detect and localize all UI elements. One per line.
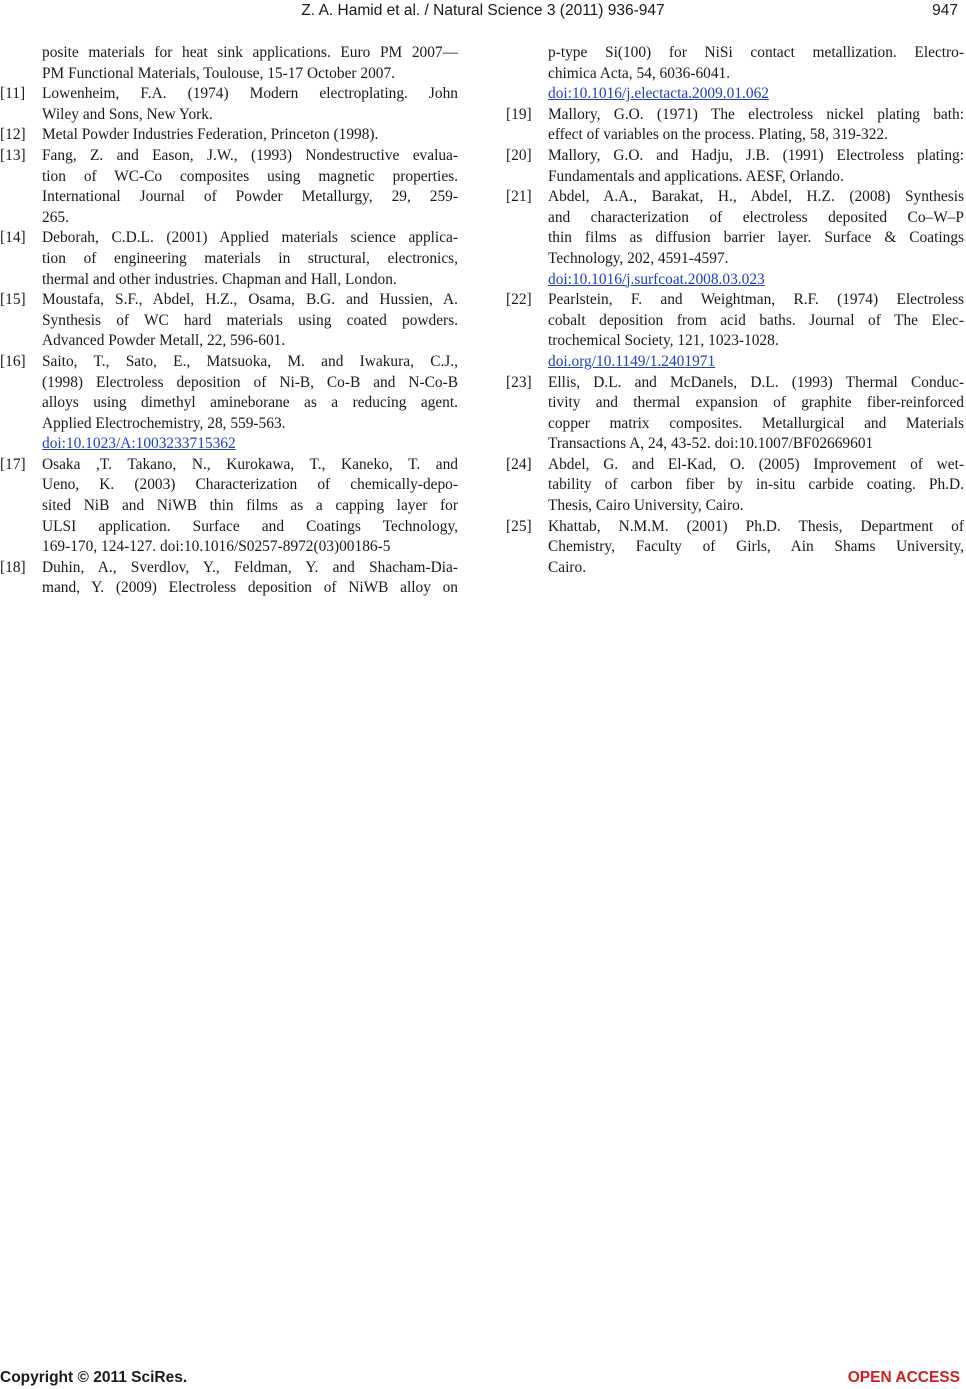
reference-number: [11]: [0, 85, 26, 103]
reference-12: [0, 125, 458, 146]
reference-20: [506, 146, 964, 187]
reference-14: [0, 228, 458, 290]
reference-line: Cairo.: [548, 558, 587, 576]
reference-22: [506, 290, 964, 372]
reference-line: Ellis, D.L. and McDanels, D.L. (1993) Thermal Conduc-: [548, 373, 964, 391]
reference-line: Mallory, G.O. (1971) The electroless nickel plating bath:: [548, 105, 964, 123]
reference-line: effect of variables on the process. Plating, 58, 319-322.: [548, 126, 888, 144]
reference-line: Khattab, N.M.M. (2001) Ph.D. Thesis, Department of: [548, 517, 964, 535]
doi-link[interactable]: doi:10.1016/j.electacta.2009.01.062: [548, 85, 769, 103]
page-number: 947: [932, 2, 958, 19]
reference-line: Fundamentals and applications. AESF, Orlando.: [548, 167, 844, 185]
reference-line: Saito, T., Sato, E., Matsuoka, M. and Iwakura, C.J.,: [42, 352, 458, 370]
reference-line: Deborah, C.D.L. (2001) Applied materials science applica-: [42, 229, 458, 247]
reference-13: [0, 146, 458, 228]
reference-18-continued: [506, 43, 964, 105]
reference-line: Abdel, A.A., Barakat, H., Abdel, H.Z. (2008) Synthesis: [548, 188, 964, 206]
reference-10-continued: [0, 43, 458, 84]
reference-line: PM Functional Materials, Toulouse, 15-17 October 2007.: [42, 64, 396, 82]
reference-line: chimica Acta, 54, 6036-6041.: [548, 64, 731, 82]
reference-line: alloys using dimethyl amineborane as a reducing agent.: [42, 394, 458, 412]
reference-number: [15]: [0, 291, 26, 309]
reference-number: [25]: [506, 517, 532, 535]
reference-line: International Journal of Powder Metallurgy, 29, 259-: [42, 188, 458, 206]
reference-line: 265.: [42, 208, 69, 226]
reference-number: [16]: [0, 352, 26, 370]
reference-number: [20]: [506, 146, 532, 164]
reference-line: (1998) Electroless deposition of Ni-B, Co-B and N-Co-B: [42, 373, 458, 391]
doi-link[interactable]: doi.org/10.1149/1.2401971: [548, 352, 716, 370]
reference-line: and characterization of electroless deposited Co–W–P: [548, 208, 964, 226]
reference-number: [13]: [0, 146, 26, 164]
open-access-label: OPEN ACCESS: [847, 1369, 960, 1386]
reference-21: [506, 187, 964, 290]
reference-number: [21]: [506, 188, 532, 206]
reference-line: Osaka ,T. Takano, N., Kurokawa, T., Kaneko, T. and: [42, 455, 458, 473]
reference-19: [506, 105, 964, 146]
reference-line: p-type Si(100) for NiSi contact metallization. Electro-: [548, 44, 964, 61]
reference-line: Metal Powder Industries Federation, Princeton (1998).: [42, 126, 379, 144]
reference-line: Mallory, G.O. and Hadju, J.B. (1991) Electroless plating:: [548, 146, 964, 164]
reference-number: [18]: [0, 558, 26, 576]
reference-line: Abdel, G. and El-Kad, O. (2005) Improvement of wet-: [548, 455, 964, 473]
reference-line: Wiley and Sons, New York.: [42, 105, 213, 123]
reference-line: posite materials for heat sink applications. Euro PM 2007—: [42, 44, 458, 61]
reference-number: [23]: [506, 373, 532, 391]
reference-number: [12]: [0, 126, 26, 144]
reference-24: [506, 455, 964, 517]
reference-line: tion of WC-Co composites using magnetic properties.: [42, 167, 458, 185]
running-title: Z. A. Hamid et al. / Natural Science 3 (2011) 936-947: [301, 2, 665, 19]
reference-line: mand, Y. (2009) Electroless deposition of NiWB alloy on: [42, 579, 458, 597]
reference-line: tion of engineering materials in structural, electronics,: [42, 249, 458, 267]
reference-line: Technology, 202, 4591-4597.: [548, 249, 729, 267]
running-header: [0, 2, 966, 24]
reference-line: thin films as diffusion barrier layer. Surface & Coatings: [548, 229, 964, 247]
reference-number: [24]: [506, 455, 532, 473]
reference-line: sited NiB and NiWB thin films as a capping layer for: [42, 497, 458, 515]
copyright-notice: Copyright © 2011 SciRes.: [0, 1369, 188, 1386]
reference-line: Fang, Z. and Eason, J.W., (1993) Nondestructive evalua-: [42, 146, 458, 164]
reference-line: ULSI application. Surface and Coatings Technology,: [42, 517, 458, 535]
doi-link[interactable]: doi:10.1023/A:1003233715362: [42, 435, 236, 453]
reference-line: tivity and thermal expansion of graphite fiber-reinforced: [548, 394, 964, 412]
reference-line: tability of carbon fiber by in-situ carbide coating. Ph.D.: [548, 476, 964, 494]
reference-15: [0, 290, 458, 352]
reference-line: Pearlstein, F. and Weightman, R.F. (1974) Electroless: [548, 291, 964, 309]
reference-line: Duhin, A., Sverdlov, Y., Feldman, Y. and Shacham-Dia-: [42, 558, 458, 576]
reference-line: Ueno, K. (2003) Characterization of chemically-depo-: [42, 476, 458, 494]
reference-line-with-doi[interactable]: 169-170, 124-127. doi:10.1016/S0257-8972(03)00186-5: [42, 538, 391, 556]
doi-link[interactable]: doi:10.1016/j.surfcoat.2008.03.023: [548, 270, 765, 288]
reference-line: Applied Electrochemistry, 28, 559-563.: [42, 414, 286, 432]
reference-line: trochemical Society, 121, 1023-1028.: [548, 332, 779, 350]
reference-line: Chemistry, Faculty of Girls, Ain Shams University,: [548, 538, 964, 556]
reference-line-with-doi[interactable]: Transactions A, 24, 43-52. doi:10.1007/BF02669601: [548, 435, 874, 453]
reference-line: Moustafa, S.F., Abdel, H.Z., Osama, B.G. and Hussien, A.: [42, 291, 458, 309]
reference-17: [0, 455, 458, 558]
reference-number: [19]: [506, 105, 532, 123]
reference-number: [17]: [0, 455, 26, 473]
reference-number: [14]: [0, 229, 26, 247]
reference-line: Thesis, Cairo University, Cairo.: [548, 497, 744, 515]
references-right-column: [506, 43, 964, 578]
reference-23: [506, 373, 964, 455]
reference-line: copper matrix composites. Metallurgical and Materials: [548, 414, 964, 432]
reference-line: cobalt deposition from acid baths. Journal of The Elec-: [548, 311, 964, 329]
reference-18: [0, 558, 458, 599]
reference-16: [0, 352, 458, 455]
reference-number: [22]: [506, 291, 532, 309]
reference-25: [506, 517, 964, 579]
references-left-column: [0, 43, 458, 599]
reference-line: thermal and other industries. Chapman and Hall, London.: [42, 270, 397, 288]
reference-line: Lowenheim, F.A. (1974) Modern electroplating. John: [42, 85, 458, 103]
reference-11: [0, 84, 458, 125]
reference-line: Advanced Powder Metall, 22, 596-601.: [42, 332, 286, 350]
reference-line: Synthesis of WC hard materials using coated powders.: [42, 311, 458, 329]
